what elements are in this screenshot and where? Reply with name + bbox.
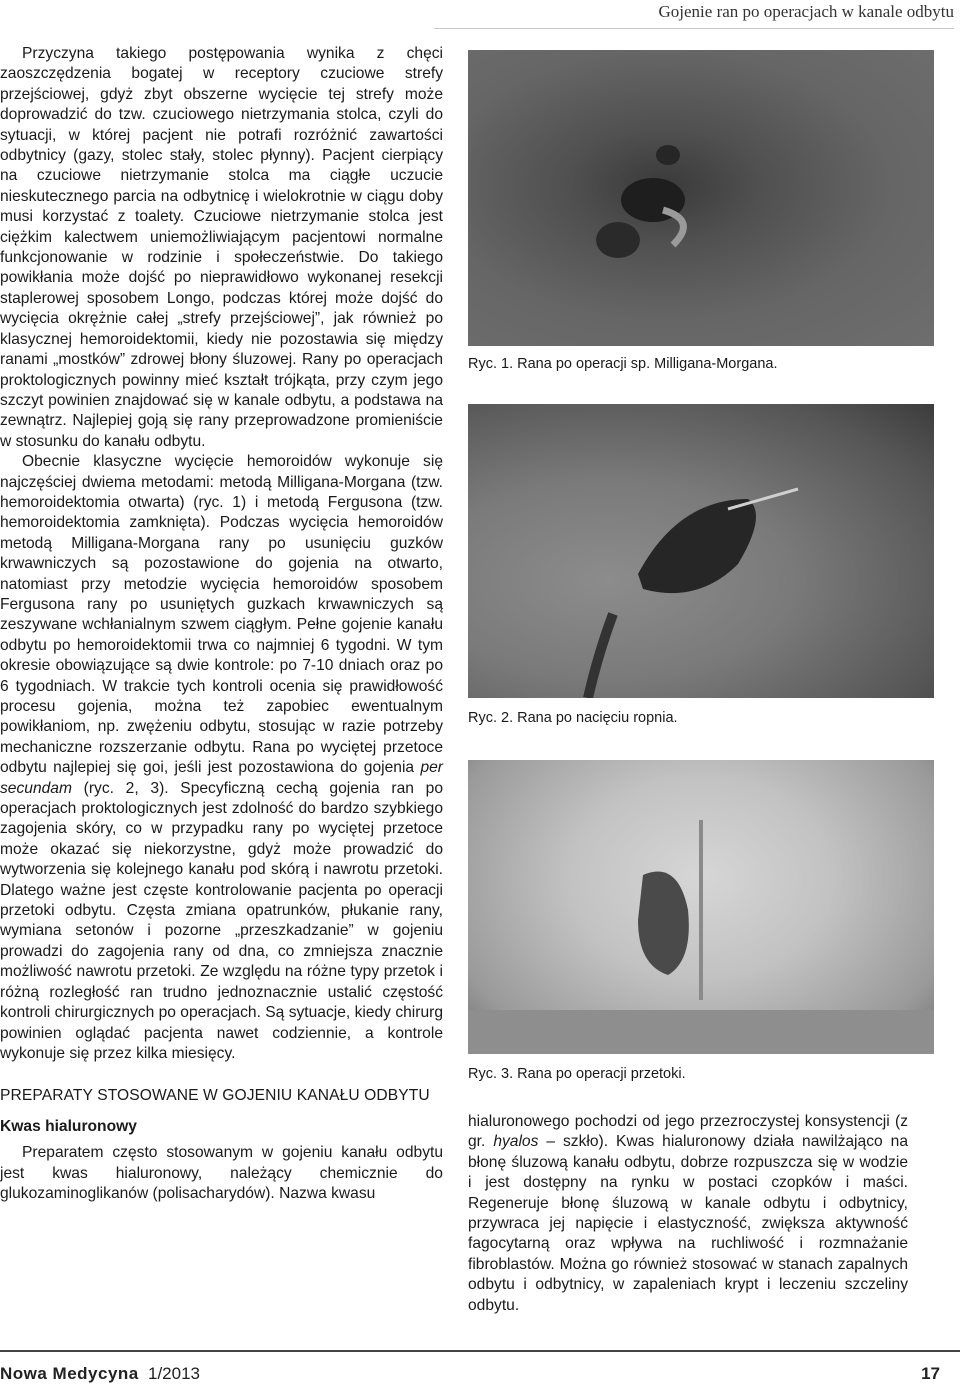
running-head: Gojenie ran po operacjach w kanale odbytu bbox=[434, 0, 954, 29]
issue-number: 1/2013 bbox=[148, 1364, 200, 1383]
paragraph-right bbox=[468, 1112, 908, 1316]
figure-2-wound bbox=[638, 499, 756, 593]
subheading: Kwas hialuronowy bbox=[0, 1117, 137, 1135]
figure-1-photo bbox=[468, 50, 934, 346]
figure-1-wound-2 bbox=[596, 222, 640, 258]
paragraph-3: Preparatem często stosowanym w gojeniu kanału odbytu jest kwas hialuronowy, należący chemicznie do glukozaminoglikanów (polisacharydów). Nazwa kwasu bbox=[0, 1144, 443, 1202]
figure-2-graphic bbox=[468, 404, 934, 698]
left-column bbox=[0, 44, 443, 1204]
paragraph-1: Przyczyna takiego postępowania wynika z chęci zaoszczędzenia bogatej w receptory czuciowe strefy przejściowej, gdyż zbyt obszerne wycięcie tej strefy może doprowadzić do tzw. czuciowego nietrzymania stolca, czyli do sytuacji, w której pacjent nie potrafi rozróżnić zawartości odbytnicy (gazy, stolec stały, stolec płynny). Pacjent cierpiący na czuciowe nietrzymanie stolca ma ciągłe uczucie nieskutecznego parcia na odbytnicę i wielokrotnie w ciągu doby musi korzystać z toalety. Czuciowe nietrzymanie stolca jest ciężkim kalectwem uniemożliwiającym pacjentowi normalne funkcjonowanie w rodzinie i społeczeństwie. Do takiego powikłania może dojść po nieprawidłowo wykonanej resekcji staplerowej sposobem Longo, podczas której może dojść do wycięcia okrężnie całej „strefy przejściowej”, jak również po klasycznej hemoroidektomii, kiedy nie pozostawia się między ranami „mostków” zdrowej błony śluzowej. Rany po operacjach proktologicznych powinny mieć kształt trójkąta, przy czym jego szczyt powinien znajdować się w kanale odbytu, a podstawa na zewnątrz. Najlepiej goją się rany przeprowadzone promieniście w stosunku do kanału odbytu. bbox=[0, 45, 443, 450]
figure-1-graphic bbox=[468, 50, 934, 346]
figure-3-drape bbox=[468, 1010, 934, 1054]
journal-name: Nowa Medycyna bbox=[0, 1364, 139, 1383]
figure-2-fold bbox=[588, 614, 613, 698]
section-heading: PREPARATY STOSOWANE W GOJENIU KANAŁU ODBYTU bbox=[0, 1087, 430, 1105]
paragraph-2-part-a: Obecnie klasyczne wycięcie hemoroidów wykonuje się najczęściej dwiema metodami: metodą Milligana-Morgana (tzw. hemoroidektomia otwarta) (ryc. 1) i metodą Fergusona (tzw. hemoroidektomia zamknięta). Podczas wycięcia hemoroidów metodą Milligana-Morgana rany po usunięciu guzków krwawniczych są pozostawione do gojenia na otwarto, natomiast przy metodzie wycięcia hemoroidów sposobem Fergusona rany po usuniętych guzkach krwawniczych są zeszywane wchłanialnym szwem ciągłym. Pełne gojenie kanału odbytu po hemoroidektomii trwa co najmniej 6 tygodni. W tym okresie obowiązujące są dwie kontrole: po 7-10 dniach oraz po 6 tygodniach. W trakcie tych kontroli ocenia się prawidłowość procesu gojenia, można też zapobiec ewentualnym powikłaniom, np. zwężeniu odbytu, stosując w razie potrzeby mechaniczne rozszerzanie odbytu. Rana po wyciętej przetoce odbytu najlepiej się goi, jeśli jest pozostawiona do gojenia bbox=[0, 453, 443, 777]
page-number: 17 bbox=[921, 1364, 940, 1383]
figure-1-caption: Ryc. 1. Rana po operacji sp. Milligana-Morgana. bbox=[468, 356, 778, 372]
paragraph-right-part-a: hialuronowego pochodzi od jego przezroczystej konsystencji (z gr. bbox=[468, 1113, 908, 1151]
figure-2-caption: Ryc. 2. Rana po nacięciu ropnia. bbox=[468, 710, 678, 726]
figure-3-photo bbox=[468, 760, 934, 1054]
figure-3-wound bbox=[638, 872, 689, 975]
paragraph-2 bbox=[0, 452, 443, 1064]
paragraph-right-part-b: – szkło). Kwas hialuronowy działa nawilżająco na błonę śluzową kanału odbytu, dobrze rozpuszcza się w wodzie i jest dostępny na rynku w postaci czopków i maści. Regeneruje błonę śluzową w kanale odbytu i odbytnicy, przywraca jej napięcie i elastyczność, zwiększa aktywność fagocytarną oraz wpływa na ruchliwość i rozmnażanie fibroblastów. Można go również stosować w stanach zapalnych odbytu i odbytnicy, w zapaleniach krypt i leczeniu szczeliny odbytu. bbox=[468, 1133, 908, 1314]
right-column-text bbox=[468, 1112, 908, 1316]
figure-2-incision-line bbox=[728, 489, 798, 509]
figure-3-graphic bbox=[468, 760, 934, 1054]
paragraph-2-part-b: (ryc. 2, 3). Specyficzną cechą gojenia ran po operacjach proktologicznych jest zdolność do bardzo szybkiego zagojenia skóry, co w przypadku rany po wyciętej przetoce może okazać się niekorzystne, gdyż może prowadzić do wytworzenia się kolejnego kanału pod skórą i nawrotu przetoki. Dlatego ważne jest częste kontrolowanie pacjenta po operacji przetoki odbytu. Częsta zmiana opatrunków, płukanie rany, wymiana setonów i pozorne „przeszkadzanie” w gojeniu prowadzi do zagojenia rany od dna, co zmniejsza znacznie możliwość nawrotu przetoki. Ze względu na różne typy przetok i różną rozległość ran trudno jednoznacznie ustalić częstość kontroli chirurgicznych po operacjach. Są sytuacje, kiedy chirurg powinien oglądać pacjenta nawet codziennie, a kontrole wykonuje się przez kilka miesięcy. bbox=[0, 779, 443, 1062]
paragraph-2-italic: per secundam bbox=[0, 759, 443, 797]
page-footer bbox=[0, 1350, 960, 1391]
figure-2-photo bbox=[468, 404, 934, 698]
figure-3-caption: Ryc. 3. Rana po operacji przetoki. bbox=[468, 1066, 686, 1082]
paragraph-right-italic: hyalos bbox=[493, 1133, 539, 1151]
figure-1-wound-3 bbox=[656, 145, 680, 165]
